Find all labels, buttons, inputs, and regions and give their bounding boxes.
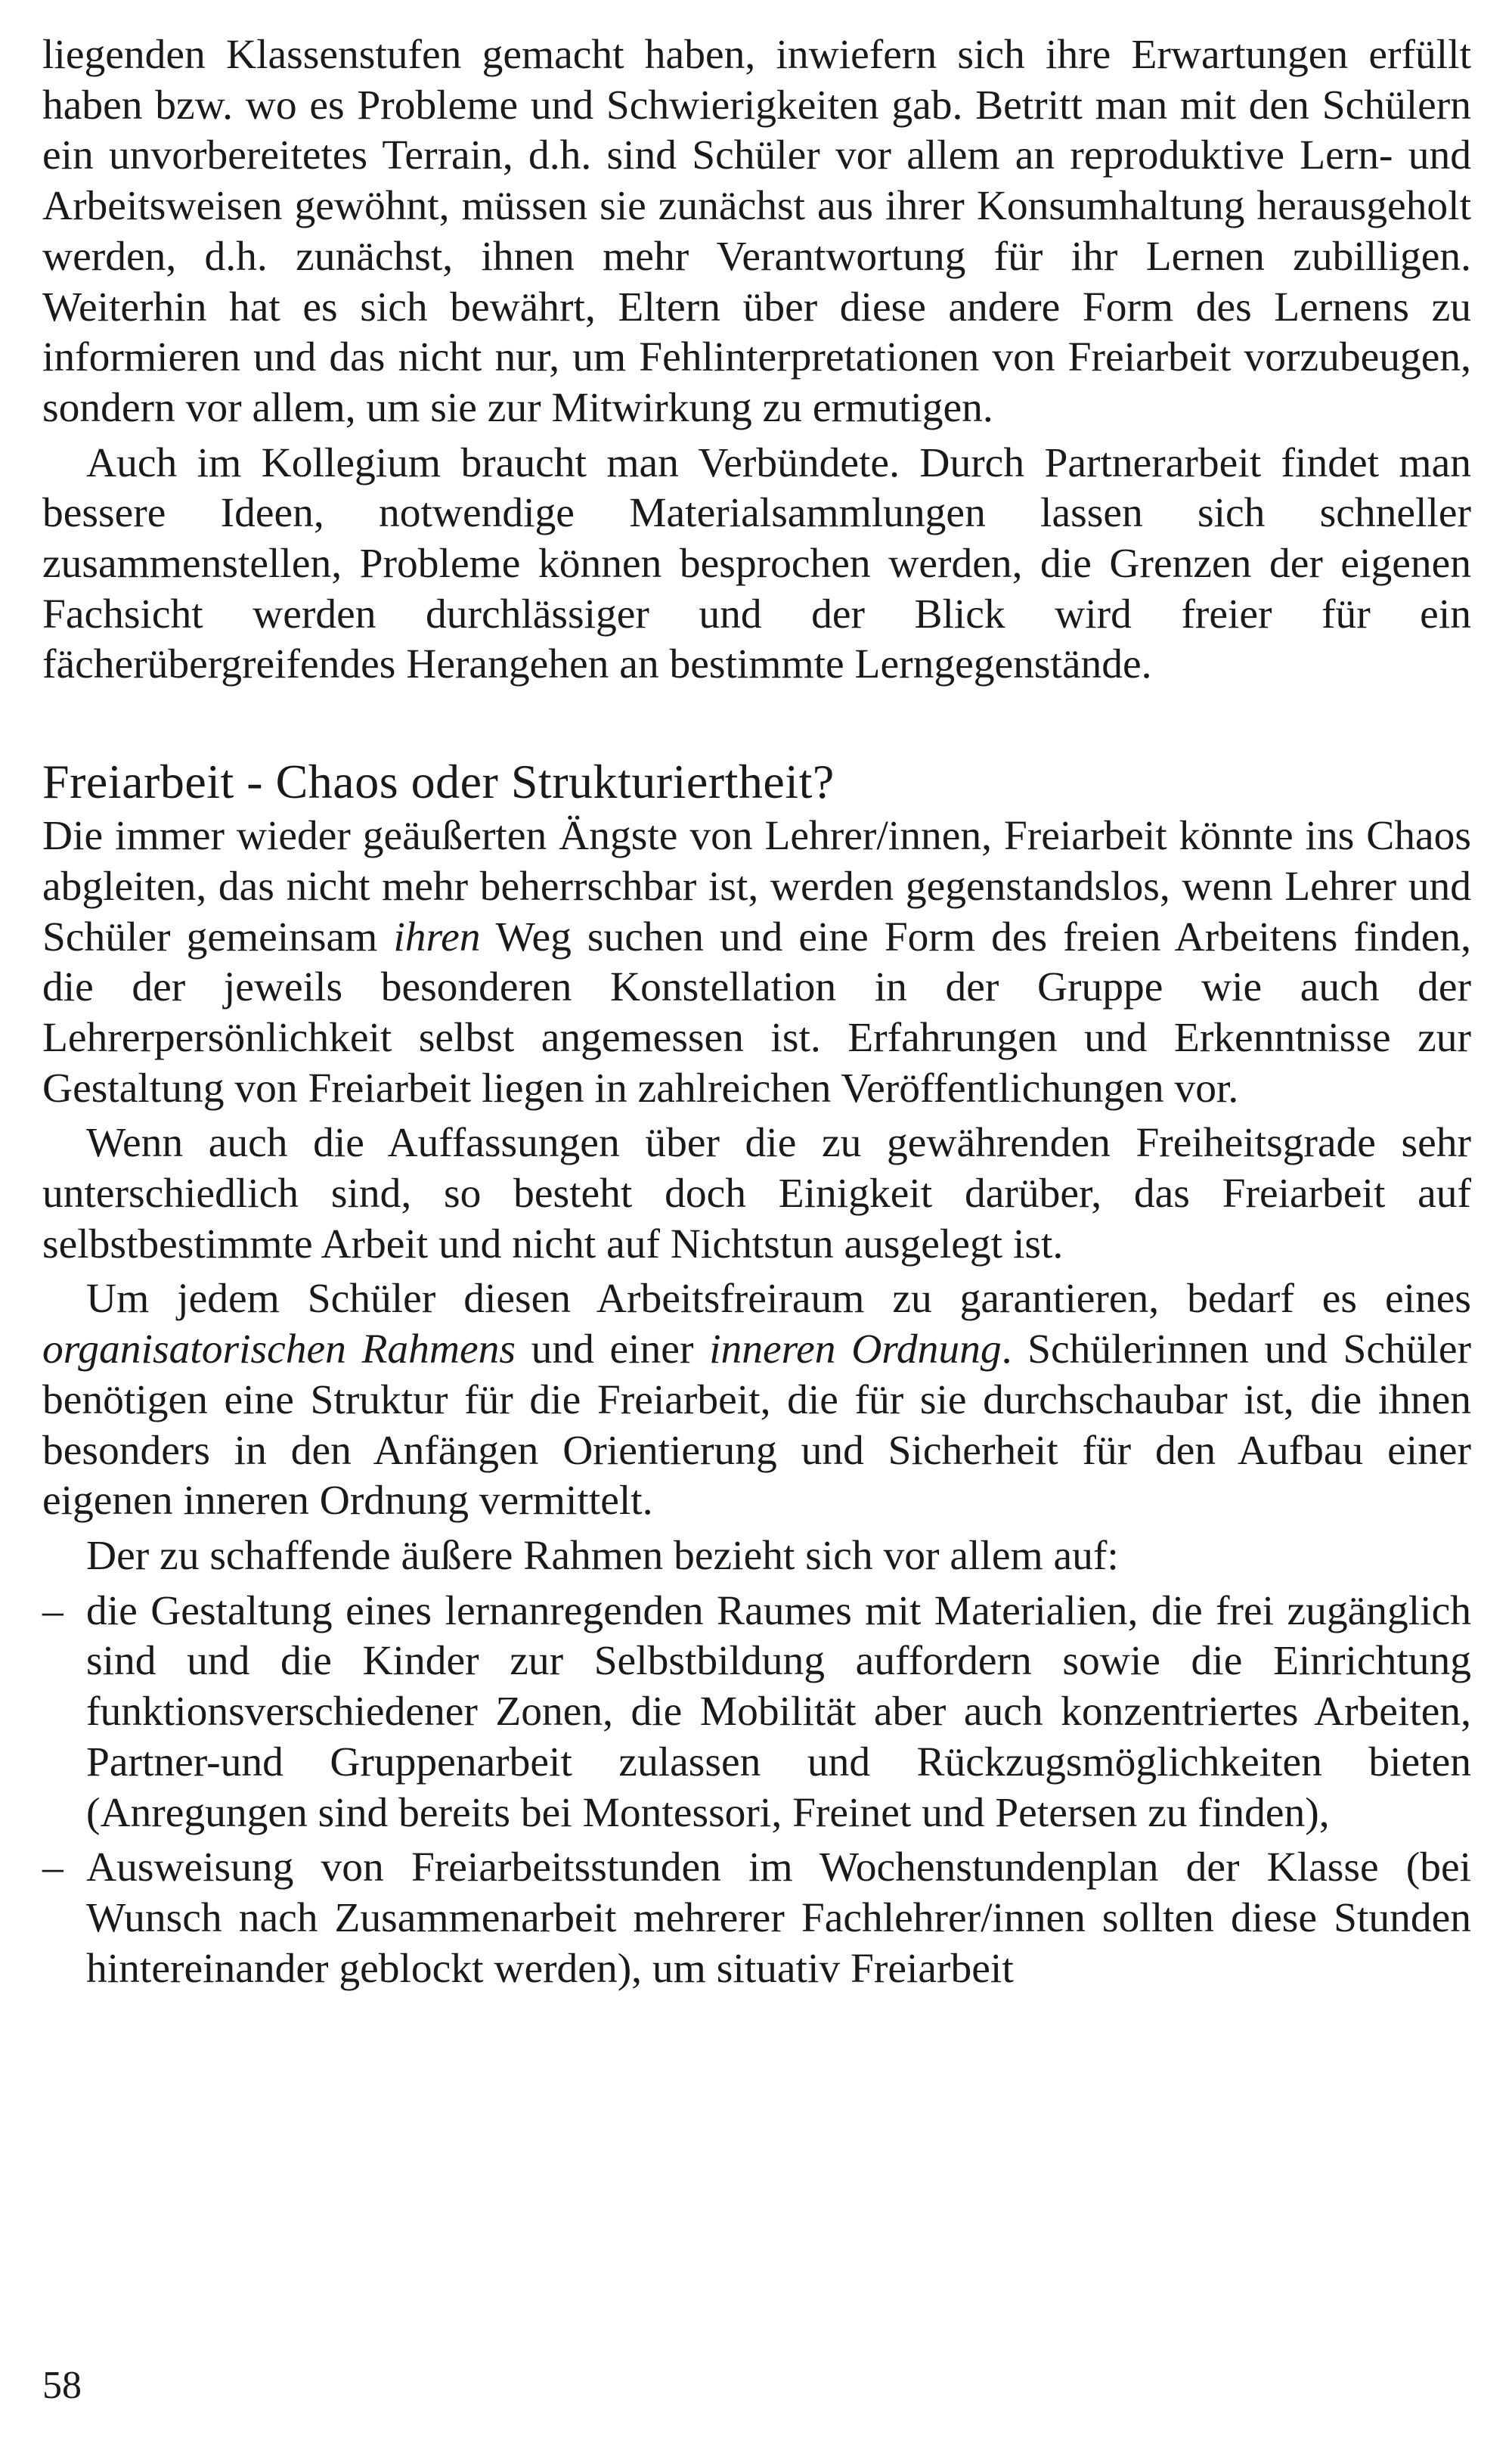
paragraph-rahmen-intro: Der zu schaffende äußere Rahmen bezieht sich vor allem auf:	[86, 1532, 1119, 1579]
italic-text-rahmen: organisatorischen Rahmens	[42, 1326, 516, 1373]
paragraph-auffassungen: Wenn auch die Auffassungen über die zu gewährenden Freiheitsgrade sehr unterschiedlich sind, so besteht doch Einigkeit darüber, das Freiarbeit auf selbstbestimmte Arbeit und nicht auf Nichtstun ausgelegt ist.	[42, 1120, 1471, 1267]
dash-bullet: –	[42, 1587, 64, 1634]
page-content	[42, 30, 1471, 1994]
text-run: Die immer wieder geäußerten Ängste von Lehrer/innen, Freiarbeit könnte ins Chaos abgleiten, das nicht mehr beherrschbar ist, werden gegenstandslos, wenn Lehrer und Schüler gemeinsam	[42, 813, 1471, 960]
list-item-text: Ausweisung von Freiarbeitsstunden im Wochenstundenplan der Klasse (bei Wunsch nach Zusammenarbeit mehrerer Fachlehrer/innen sollten diese Stunden hintereinander geblockt werden), um situativ Freiarbeit	[86, 1844, 1471, 1992]
text-run: Weg suchen und eine Form des freien Arbeitens finden, die der jeweils besonderen Konstellation in der Gruppe wie auch der Lehrerpersönlichkeit selbst angemessen ist. Erfahrungen und Erkenntnisse zur Gestaltung von Freiarbeit liegen in zahlreichen Veröffentlichungen vor.	[42, 913, 1472, 1112]
paragraph-aengste	[42, 811, 1471, 1114]
italic-text-ordnung: inneren Ordnung	[709, 1326, 1002, 1373]
page-number: 58	[42, 2364, 82, 2407]
list-item-text: die Gestaltung eines lernanregenden Raumes mit Materialien, die frei zugänglich sind und die Kinder zur Selbstbildung auffordern sowie die Einrichtung funktionsverschiedener Zonen, die Mobilität aber auch konzentriertes Arbeiten, Partner-und Gruppenarbeit zulassen und Rückzugsmöglichkeiten bieten (Anregungen sind bereits bei Montessori, Freinet und Petersen zu finden),	[86, 1587, 1471, 1836]
dash-bullet: –	[42, 1844, 64, 1891]
paragraph-arbeitsfreiraum	[42, 1274, 1471, 1527]
text-run: . Schülerinnen und Schüler benötigen eine Struktur für die Freiarbeit, die für sie durchschaubar ist, die ihnen besonders in den Anfängen Orientierung und Sicherheit für den Aufbau einer eigenen inneren Ordnung vermittelt.	[42, 1326, 1472, 1525]
italic-text-ihren: ihren	[393, 913, 481, 960]
paragraph-kollegium: Auch im Kollegium braucht man Verbündete. Durch Partnerarbeit findet man bessere Ideen, notwendige Materialsammlungen lassen sich schneller zusammenstellen, Probleme können besprochen werden, die Grenzen der eigenen Fachsicht werden durchlässiger und der Blick wird freier für ein fächerübergreifendes Herangehen an bestimmte Lerngegenstände.	[42, 439, 1471, 688]
list-item	[42, 1587, 1471, 1839]
list-item	[42, 1843, 1471, 1994]
text-run: und einer	[515, 1326, 710, 1373]
dash-list	[42, 1587, 1471, 1995]
text-run: Um jedem Schüler diesen Arbeitsfreiraum zu garantieren, bedarf es eines	[86, 1276, 1471, 1323]
paragraph-continued: liegenden Klassenstufen gemacht haben, inwiefern sich ihre Erwartungen erfüllt haben bzw. wo es Probleme und Schwierigkeiten gab. Betritt man mit den Schülern ein unvorbereitetes Terrain, d.h. sind Schüler vor allem an reproduktive Lern- und Arbeitsweisen gewöhnt, müssen sie zunächst aus ihrer Konsumhaltung herausgeholt werden, d.h. zunächst, ihnen mehr Verantwortung für ihr Lernen zubilligen. Weiterhin hat es sich bewährt, Eltern über diese andere Form des Lernens zu informieren und das nicht nur, um Fehlinterpretationen von Freiarbeit vorzubeugen, sondern vor allem, um sie zur Mitwirkung zu ermutigen.	[42, 32, 1471, 431]
section-heading: Freiarbeit - Chaos oder Strukturiertheit?	[42, 755, 835, 809]
